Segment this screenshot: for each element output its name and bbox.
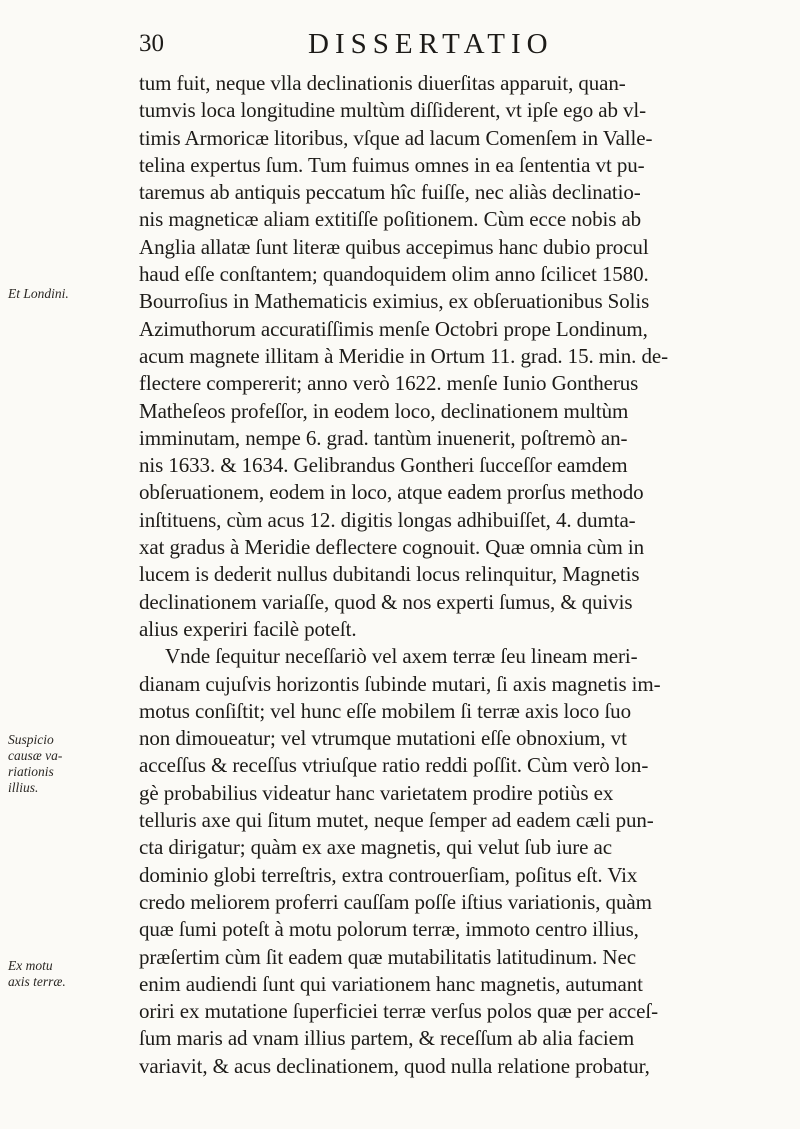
margin-note-line: causæ va-	[8, 748, 63, 763]
margin-note-line: riationis	[8, 764, 54, 779]
text-line: dianam cujuſvis horizontis ſubinde mutari, ſi axis magnetis im-	[139, 671, 661, 696]
text-line: Matheſeos profeſſor, in eodem loco, declinationem multùm	[139, 398, 629, 423]
text-line: credo meliorem proferri cauſſam poſſe iſtius variationis, quàm	[139, 889, 652, 914]
text-line: ſum maris ad vnam illius partem, & receſſum ab alia faciem	[139, 1026, 635, 1051]
text-line: motus conſiſtit; vel hunc eſſe mobilem ſi terræ axis loco ſuo	[139, 698, 631, 723]
text-line: acceſſus & receſſus vtriuſque ratio reddi poſſit. Cùm verò lon-	[139, 753, 649, 778]
text-line: Anglia allatæ ſunt literæ quibus accepimus hanc dubio procul	[139, 234, 649, 259]
text-line: Bourroſius in Mathematicis eximius, ex obſeruationibus Solis	[139, 289, 650, 314]
text-line: flectere compererit; anno verò 1622. menſe Iunio Gontherus	[139, 371, 639, 396]
margin-note-suspicio	[8, 732, 126, 796]
text-line: lucem is dederit nullus dubitandi locus relinquitur, Magnetis	[139, 562, 640, 587]
margin-note-line: Suspicio	[8, 732, 54, 747]
body-text	[139, 70, 724, 1080]
text-line: nis magneticæ aliam extitiſſe poſitionem. Cùm ecce nobis ab	[139, 207, 642, 232]
text-line: Vnde ſequitur neceſſariò vel axem terræ ſeu lineam meri-	[165, 644, 638, 669]
text-line: imminutam, nempe 6. grad. tantùm inuenerit, poſtremò an-	[139, 425, 628, 450]
text-line: declinationem variaſſe, quod & nos experti ſumus, & quivis	[139, 589, 633, 614]
text-line: oriri ex mutatione ſuperficiei terræ verſus polos quæ per acceſ-	[139, 999, 659, 1024]
text-line: telina expertus ſum. Tum fuimus omnes in ea ſententia vt pu-	[139, 152, 645, 177]
text-line: telluris axe qui ſitum mutet, neque ſemper ad eadem cæli pun-	[139, 808, 654, 833]
text-line: non dimoueatur; vel vtrumque mutationi eſſe obnoxium, vt	[139, 726, 627, 751]
text-line: taremus ab antiquis peccatum hîc fuiſſe, nec aliàs declinatio-	[139, 180, 641, 205]
text-line: nis 1633. & 1634. Gelibrandus Gontheri ſucceſſor eamdem	[139, 453, 628, 478]
text-line: timis Armoricæ litoribus, vſque ad lacum Comenſem in Valle-	[139, 125, 653, 150]
text-line: acum magnete illitam à Meridie in Ortum 11. grad. 15. min. de-	[139, 343, 668, 368]
text-line: alius experiri facilè poteſt.	[139, 616, 357, 641]
margin-note-ex-motu	[8, 958, 126, 990]
text-line: variavit, & acus declinationem, quod nulla relatione probatur,	[139, 1053, 650, 1078]
text-line: inſtituens, cùm acus 12. digitis longas adhibuiſſet, 4. dumta-	[139, 507, 636, 532]
margin-note-line: illius.	[8, 780, 39, 795]
text-line: dominio globi terreſtris, extra controuerſiam, poſitus eſt. Vix	[139, 862, 638, 887]
text-line: tum fuit, neque vlla declinationis diuerſitas apparuit, quan-	[139, 71, 626, 95]
text-line: tumvis loca longitudine multùm diſſiderent, vt ipſe ego ab vl-	[139, 98, 647, 123]
text-line: xat gradus à Meridie deflectere cognouit. Quæ omnia cùm in	[139, 535, 645, 560]
text-line: quæ ſumi poteſt à motu polorum terræ, immoto centro illius,	[139, 917, 639, 942]
margin-note-line: axis terræ.	[8, 974, 66, 989]
text-line: gè probabilius videatur hanc varietatem prodire potiùs ex	[139, 780, 614, 805]
text-line: præſertim cùm ſit eadem quæ mutabilitatis latitudinum. Nec	[139, 944, 636, 969]
text-line: cta dirigatur; quàm ex axe magnetis, qui velut ſub iure ac	[139, 835, 612, 860]
page-header	[0, 28, 800, 68]
text-line: enim audiendi ſunt qui variationem hanc magnetis, autumant	[139, 971, 643, 996]
text-line: obſeruationem, eodem in loco, atque eadem prorſus methodo	[139, 480, 644, 505]
margin-note-line: Et Londini.	[8, 286, 69, 301]
text-line: haud eſſe conſtantem; quandoquidem olim anno ſcilicet 1580.	[139, 262, 649, 287]
margin-note-line: Ex motu	[8, 958, 53, 973]
text-line: Azimuthorum accuratiſſimis menſe Octobri prope Londinum,	[139, 316, 648, 341]
page-number: 30	[139, 30, 164, 57]
running-title: DISSERTATIO	[308, 28, 554, 60]
margin-note-london	[8, 286, 126, 302]
